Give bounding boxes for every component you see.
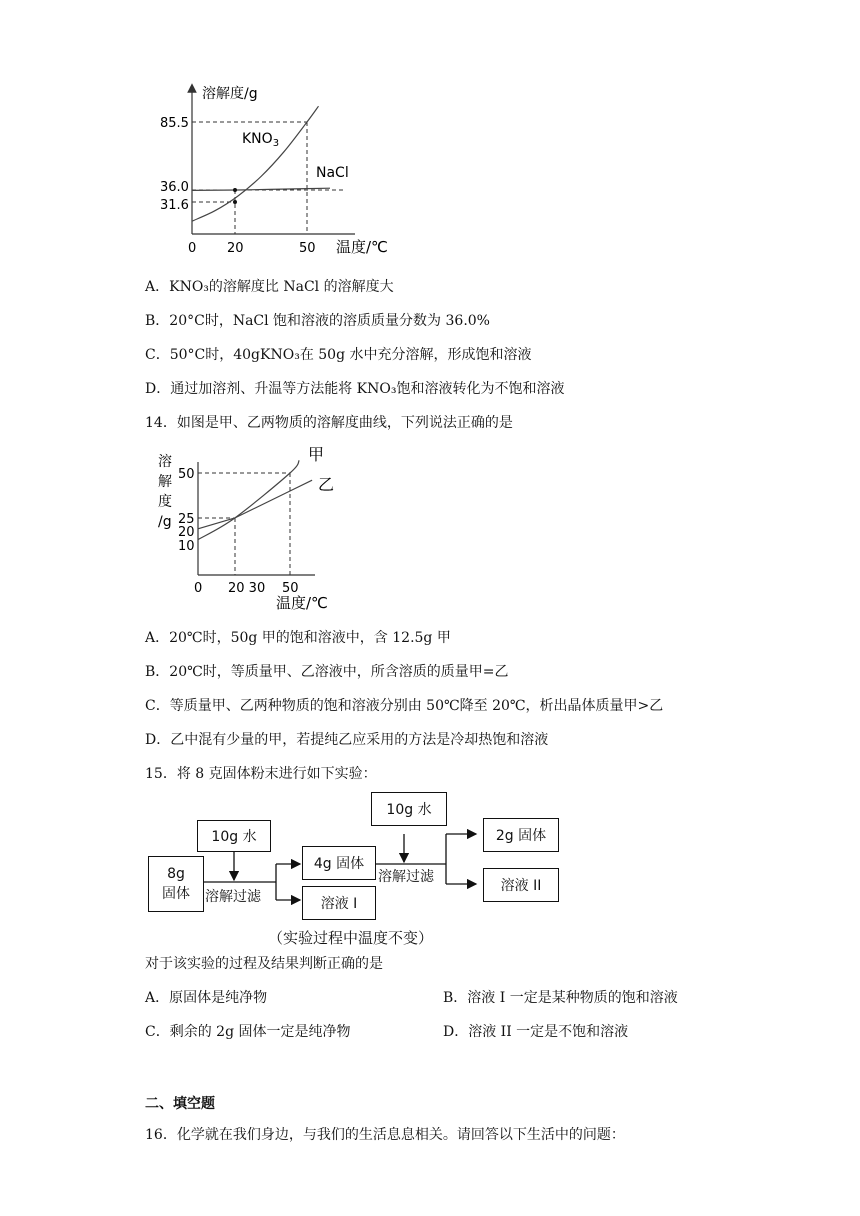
step2-label: 溶解过滤: [378, 869, 434, 885]
x-tick-50: 50: [299, 241, 316, 256]
q13-option-d: D．通过加溶剂、升温等方法能将 KNO₃饱和溶液转化为不饱和溶液: [145, 381, 565, 397]
yi-curve: [198, 480, 312, 529]
yi-label: 乙: [318, 475, 335, 494]
q16-stem: 16．化学就在我们身边，与我们的生活息息相关。请回答以下生活中的问题：: [145, 1127, 625, 1143]
solution-2-box: 溶液 II: [483, 868, 559, 902]
start-solid-label: 固体: [162, 886, 190, 902]
x-tick-0: 0: [188, 241, 197, 256]
point-31-6: [233, 200, 237, 204]
nacl-curve: [192, 188, 330, 190]
y-tick-31-6: 31.6: [160, 198, 189, 213]
q13-option-c: C．50°C时，40gKNO₃在 50g 水中充分溶解，形成饱和溶液: [145, 347, 532, 363]
water-box-1: 10g 水: [197, 820, 271, 852]
solution-1-box: 溶液 I: [302, 886, 376, 920]
step1-label: 溶解过滤: [205, 889, 261, 905]
point-36: [233, 188, 237, 192]
start-solid-mass: 8g: [167, 866, 185, 882]
y-label-char-1: 溶: [158, 454, 172, 470]
start-solid-box: [148, 856, 204, 912]
q14-option-d: D．乙中混有少量的甲，若提纯乙应采用的方法是冷却热饱和溶液: [145, 732, 549, 748]
jia-label: 甲: [308, 445, 325, 464]
q14-option-c: C．等质量甲、乙两种物质的饱和溶液分别由 50℃降至 20℃，析出晶体质量甲>乙: [145, 698, 664, 714]
y-label-char-4: /g: [158, 514, 172, 530]
section-title: 二、填空题: [145, 1096, 215, 1112]
solubility-chart-jia-yi: [150, 440, 350, 612]
q15-judge: 对于该实验的过程及结果判断正确的是: [145, 956, 383, 972]
solubility-chart-kno3-nacl: [150, 82, 390, 258]
y-tick-10: 10: [178, 539, 195, 554]
q15-option-a: A．原固体是纯净物: [145, 990, 268, 1006]
jia-curve: [198, 460, 299, 539]
x-tick-0: 0: [194, 581, 203, 596]
q14-stem: 14．如图是甲、乙两物质的溶解度曲线，下列说法正确的是: [145, 415, 513, 431]
q15-option-d: D．溶液 II 一定是不饱和溶液: [443, 1024, 629, 1040]
y-tick-20: 20: [178, 525, 195, 540]
x-tick-50: 50: [282, 581, 299, 596]
x-tick-20-30: 20 30: [228, 581, 266, 596]
q15-stem: 15．将 8 克固体粉末进行如下实验：: [145, 766, 377, 782]
temperature-note: （实验过程中温度不变）: [268, 929, 434, 947]
y-tick-85-5: 85.5: [160, 116, 189, 131]
q13-option-a: A．KNO₃的溶解度比 NaCl 的溶解度大: [145, 279, 394, 295]
q15-option-b: B．溶液 I 一定是某种物质的饱和溶液: [443, 990, 678, 1006]
y-axis-label: 溶解度/g: [202, 86, 258, 102]
x-axis-label: 温度/℃: [336, 238, 388, 256]
solid-4g-box: 4g 固体: [302, 846, 376, 880]
q14-option-b: B．20℃时，等质量甲、乙溶液中，所含溶质的质量甲=乙: [145, 664, 509, 680]
water-box-2: 10g 水: [371, 792, 447, 826]
y-tick-36: 36.0: [160, 180, 189, 195]
kno3-label: $KNO_3$: [242, 131, 280, 149]
q14-option-a: A．20℃时，50g 甲的饱和溶液中，含 12.5g 甲: [145, 630, 451, 646]
y-tick-50: 50: [178, 467, 195, 482]
y-label-char-3: 度: [158, 494, 172, 510]
solid-2g-box: 2g 固体: [483, 818, 559, 852]
q13-option-b: B．20°C时，NaCl 饱和溶液的溶质质量分数为 36.0%: [145, 313, 490, 329]
nacl-label: NaCl: [316, 165, 349, 181]
q15-option-c: C．剩余的 2g 固体一定是纯净物: [145, 1024, 351, 1040]
kno3-curve: [192, 106, 319, 221]
x-axis-label: 温度/℃: [276, 594, 328, 612]
y-label-char-2: 解: [158, 474, 172, 490]
y-tick-25: 25: [178, 512, 195, 527]
x-tick-20: 20: [227, 241, 244, 256]
